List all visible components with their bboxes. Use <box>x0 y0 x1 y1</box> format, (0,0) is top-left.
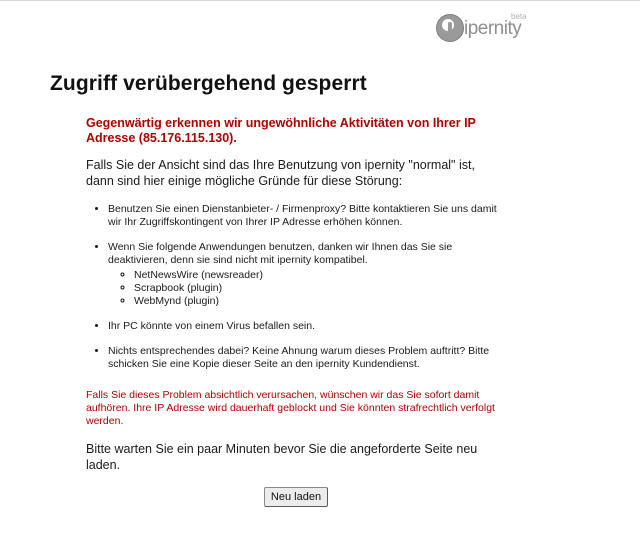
button-row <box>86 487 506 507</box>
apps-list <box>108 269 506 308</box>
logo-wordmark: ipernity <box>464 18 522 39</box>
app-item: ◦ Scrapbook (plugin) <box>134 282 506 295</box>
reason-unknown: • Nichts entsprechendes dabei? Keine Ahnung warum dieses Problem auftritt? Bitte schicken Sie eine Kopie dieser Seite an den ipernity Kundendienst. <box>108 345 506 371</box>
app-item: ◦ WebMynd (plugin) <box>134 295 506 308</box>
ip-alert: Gegenwärtig erkennen wir ungewöhnliche Aktivitäten von Ihrer IP Adresse (85.176.115.130). <box>86 116 476 145</box>
wait-text: Bitte warten Sie ein paar Minuten bevor Sie die angeforderte Seite neu laden. <box>86 442 478 472</box>
intro-text: Falls Sie der Ansicht sind das Ihre Benutzung von ipernity "normal" ist, dann sind hier einige mögliche Gründe für diese Störung: <box>86 158 475 188</box>
app-item: ◦ NetNewsWire (newsreader) <box>134 269 506 282</box>
reason-virus: • Ihr PC könnte von einem Virus befallen sein. <box>108 320 506 333</box>
reason-apps: • Wenn Sie folgende Anwendungen benutzen, danken wir Ihnen das Sie sie deaktivieren, denn sie sind nicht mit ipernity kompatibel. ◦ NetNewsWire (newsreader) ◦ Scrapbook (plugin) ◦ WebMynd (plugin) <box>108 241 506 308</box>
abuse-warning: Falls Sie dieses Problem absichtlich verursachen, wünschen wir das Sie sofort damit aufhören. Ihre IP Adresse wird dauerhaft geblockt und Sie könnten strafrechtlich verfolgt werden. <box>86 389 495 427</box>
page-title: Zugriff verübergehend gesperrt <box>50 72 367 95</box>
reasons-list <box>86 203 506 371</box>
reload-button[interactable]: Neu laden <box>264 487 328 507</box>
message-body <box>86 116 506 507</box>
ipernity-logo[interactable] <box>436 12 528 46</box>
top-divider <box>0 0 640 1</box>
reason-proxy: • Benutzen Sie einen Dienstanbieter- / Firmenproxy? Bitte kontaktieren Sie uns damit wir Ihr Zugriffskontingent von Ihrer IP Adresse erhöhen können. <box>108 203 506 229</box>
beta-badge: beta <box>511 12 527 21</box>
ipernity-logo-icon <box>436 14 464 42</box>
